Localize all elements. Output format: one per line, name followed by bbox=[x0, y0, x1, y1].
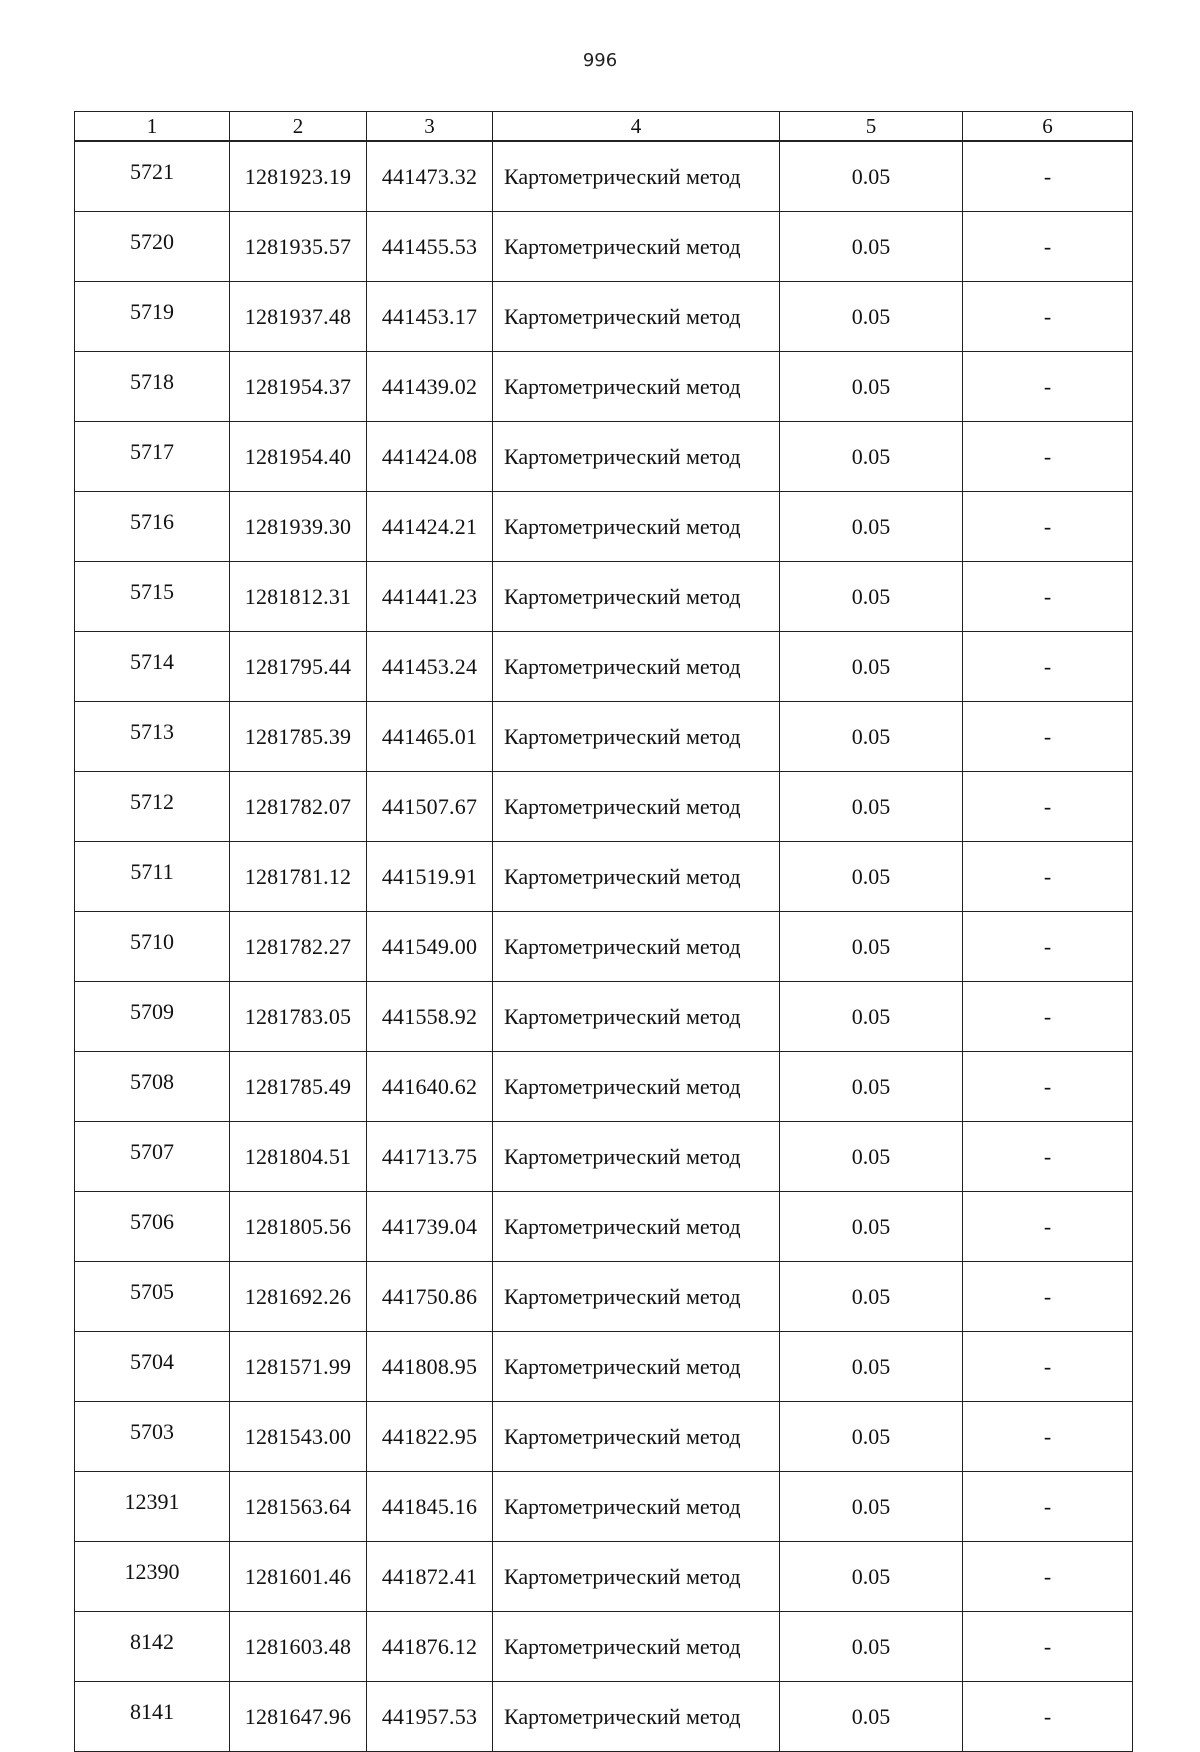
note-cell: - bbox=[963, 212, 1133, 282]
accuracy-cell: 0.05 bbox=[780, 1472, 963, 1542]
y-coordinate-cell: 441439.02 bbox=[367, 352, 493, 422]
y-coordinate-cell: 441507.67 bbox=[367, 772, 493, 842]
note-cell: - bbox=[963, 141, 1133, 212]
point-number-cell: 5715 bbox=[75, 562, 230, 632]
note-cell: - bbox=[963, 912, 1133, 982]
method-cell: Картометрический метод bbox=[493, 1052, 780, 1122]
point-number-cell: 8142 bbox=[75, 1612, 230, 1682]
note-cell: - bbox=[963, 1542, 1133, 1612]
x-coordinate-cell: 1281543.00 bbox=[230, 1402, 367, 1472]
y-coordinate-cell: 441845.16 bbox=[367, 1472, 493, 1542]
x-coordinate-cell: 1281785.39 bbox=[230, 702, 367, 772]
table-row bbox=[75, 772, 1133, 842]
header-row bbox=[75, 112, 1133, 142]
x-coordinate-cell: 1281783.05 bbox=[230, 982, 367, 1052]
note-cell: - bbox=[963, 282, 1133, 352]
x-coordinate-cell: 1281804.51 bbox=[230, 1122, 367, 1192]
note-cell: - bbox=[963, 1682, 1133, 1752]
method-cell: Картометрический метод bbox=[493, 212, 780, 282]
accuracy-cell: 0.05 bbox=[780, 912, 963, 982]
point-number-cell: 5712 bbox=[75, 772, 230, 842]
x-coordinate-cell: 1281795.44 bbox=[230, 632, 367, 702]
method-cell: Картометрический метод bbox=[493, 141, 780, 212]
method-cell: Картометрический метод bbox=[493, 772, 780, 842]
table-row bbox=[75, 1472, 1133, 1542]
point-number-cell: 5716 bbox=[75, 492, 230, 562]
x-coordinate-cell: 1281781.12 bbox=[230, 842, 367, 912]
method-cell: Картометрический метод bbox=[493, 1472, 780, 1542]
table-row bbox=[75, 422, 1133, 492]
table-row bbox=[75, 492, 1133, 562]
x-coordinate-cell: 1281571.99 bbox=[230, 1332, 367, 1402]
accuracy-cell: 0.05 bbox=[780, 1332, 963, 1402]
point-number-cell: 5719 bbox=[75, 282, 230, 352]
table-row bbox=[75, 1192, 1133, 1262]
page-number: 996 bbox=[582, 50, 618, 71]
point-number-cell: 5703 bbox=[75, 1402, 230, 1472]
y-coordinate-cell: 441473.32 bbox=[367, 141, 493, 212]
y-coordinate-cell: 441549.00 bbox=[367, 912, 493, 982]
accuracy-cell: 0.05 bbox=[780, 1262, 963, 1332]
table-row bbox=[75, 912, 1133, 982]
x-coordinate-cell: 1281782.07 bbox=[230, 772, 367, 842]
table-row bbox=[75, 1122, 1133, 1192]
table-row bbox=[75, 212, 1133, 282]
table-row bbox=[75, 1262, 1133, 1332]
note-cell: - bbox=[963, 1402, 1133, 1472]
point-number-cell: 5717 bbox=[75, 422, 230, 492]
point-number-cell: 8141 bbox=[75, 1682, 230, 1752]
note-cell: - bbox=[963, 1052, 1133, 1122]
column-header-1: 1 bbox=[75, 112, 230, 142]
accuracy-cell: 0.05 bbox=[780, 141, 963, 212]
method-cell: Картометрический метод bbox=[493, 1192, 780, 1262]
method-cell: Картометрический метод bbox=[493, 492, 780, 562]
table-row bbox=[75, 1542, 1133, 1612]
accuracy-cell: 0.05 bbox=[780, 842, 963, 912]
y-coordinate-cell: 441713.75 bbox=[367, 1122, 493, 1192]
accuracy-cell: 0.05 bbox=[780, 632, 963, 702]
method-cell: Картометрический метод bbox=[493, 1542, 780, 1612]
method-cell: Картометрический метод bbox=[493, 1122, 780, 1192]
column-header-5: 5 bbox=[780, 112, 963, 142]
y-coordinate-cell: 441872.41 bbox=[367, 1542, 493, 1612]
column-header-4: 4 bbox=[493, 112, 780, 142]
note-cell: - bbox=[963, 1332, 1133, 1402]
note-cell: - bbox=[963, 1262, 1133, 1332]
note-cell: - bbox=[963, 1472, 1133, 1542]
accuracy-cell: 0.05 bbox=[780, 772, 963, 842]
method-cell: Картометрический метод bbox=[493, 562, 780, 632]
x-coordinate-cell: 1281954.37 bbox=[230, 352, 367, 422]
point-number-cell: 5706 bbox=[75, 1192, 230, 1262]
x-coordinate-cell: 1281692.26 bbox=[230, 1262, 367, 1332]
x-coordinate-cell: 1281601.46 bbox=[230, 1542, 367, 1612]
column-header-2: 2 bbox=[230, 112, 367, 142]
table-row bbox=[75, 1332, 1133, 1402]
x-coordinate-cell: 1281935.57 bbox=[230, 212, 367, 282]
accuracy-cell: 0.05 bbox=[780, 982, 963, 1052]
table-row bbox=[75, 632, 1133, 702]
accuracy-cell: 0.05 bbox=[780, 1402, 963, 1472]
method-cell: Картометрический метод bbox=[493, 1402, 780, 1472]
note-cell: - bbox=[963, 492, 1133, 562]
y-coordinate-cell: 441455.53 bbox=[367, 212, 493, 282]
x-coordinate-cell: 1281812.31 bbox=[230, 562, 367, 632]
accuracy-cell: 0.05 bbox=[780, 282, 963, 352]
y-coordinate-cell: 441822.95 bbox=[367, 1402, 493, 1472]
x-coordinate-cell: 1281603.48 bbox=[230, 1612, 367, 1682]
note-cell: - bbox=[963, 1122, 1133, 1192]
y-coordinate-cell: 441465.01 bbox=[367, 702, 493, 772]
table-row bbox=[75, 352, 1133, 422]
column-header-3: 3 bbox=[367, 112, 493, 142]
point-number-cell: 5711 bbox=[75, 842, 230, 912]
x-coordinate-cell: 1281939.30 bbox=[230, 492, 367, 562]
table-row bbox=[75, 141, 1133, 212]
accuracy-cell: 0.05 bbox=[780, 212, 963, 282]
note-cell: - bbox=[963, 1192, 1133, 1262]
y-coordinate-cell: 441424.08 bbox=[367, 422, 493, 492]
point-number-cell: 5705 bbox=[75, 1262, 230, 1332]
table-row bbox=[75, 1052, 1133, 1122]
accuracy-cell: 0.05 bbox=[780, 1682, 963, 1752]
method-cell: Картометрический метод bbox=[493, 352, 780, 422]
point-number-cell: 5718 bbox=[75, 352, 230, 422]
point-number-cell: 5710 bbox=[75, 912, 230, 982]
y-coordinate-cell: 441519.91 bbox=[367, 842, 493, 912]
x-coordinate-cell: 1281782.27 bbox=[230, 912, 367, 982]
note-cell: - bbox=[963, 982, 1133, 1052]
note-cell: - bbox=[963, 772, 1133, 842]
table-row bbox=[75, 842, 1133, 912]
y-coordinate-cell: 441453.24 bbox=[367, 632, 493, 702]
x-coordinate-cell: 1281805.56 bbox=[230, 1192, 367, 1262]
table-row bbox=[75, 1612, 1133, 1682]
table-body bbox=[75, 141, 1133, 1752]
y-coordinate-cell: 441876.12 bbox=[367, 1612, 493, 1682]
method-cell: Картометрический метод bbox=[493, 1682, 780, 1752]
method-cell: Картометрический метод bbox=[493, 1612, 780, 1682]
method-cell: Картометрический метод bbox=[493, 632, 780, 702]
accuracy-cell: 0.05 bbox=[780, 352, 963, 422]
point-number-cell: 5707 bbox=[75, 1122, 230, 1192]
note-cell: - bbox=[963, 352, 1133, 422]
accuracy-cell: 0.05 bbox=[780, 1612, 963, 1682]
point-number-cell: 5721 bbox=[75, 141, 230, 212]
y-coordinate-cell: 441750.86 bbox=[367, 1262, 493, 1332]
point-number-cell: 5720 bbox=[75, 212, 230, 282]
note-cell: - bbox=[963, 422, 1133, 492]
x-coordinate-cell: 1281923.19 bbox=[230, 141, 367, 212]
y-coordinate-cell: 441441.23 bbox=[367, 562, 493, 632]
point-number-cell: 12390 bbox=[75, 1542, 230, 1612]
x-coordinate-cell: 1281785.49 bbox=[230, 1052, 367, 1122]
point-number-cell: 5714 bbox=[75, 632, 230, 702]
x-coordinate-cell: 1281954.40 bbox=[230, 422, 367, 492]
accuracy-cell: 0.05 bbox=[780, 562, 963, 632]
table-row bbox=[75, 1402, 1133, 1472]
method-cell: Картометрический метод bbox=[493, 912, 780, 982]
table-row bbox=[75, 562, 1133, 632]
coordinates-table bbox=[74, 111, 1133, 1752]
table-row bbox=[75, 702, 1133, 772]
table-row bbox=[75, 1682, 1133, 1752]
x-coordinate-cell: 1281937.48 bbox=[230, 282, 367, 352]
accuracy-cell: 0.05 bbox=[780, 422, 963, 492]
y-coordinate-cell: 441739.04 bbox=[367, 1192, 493, 1262]
accuracy-cell: 0.05 bbox=[780, 492, 963, 562]
method-cell: Картометрический метод bbox=[493, 1262, 780, 1332]
x-coordinate-cell: 1281563.64 bbox=[230, 1472, 367, 1542]
accuracy-cell: 0.05 bbox=[780, 1052, 963, 1122]
point-number-cell: 5709 bbox=[75, 982, 230, 1052]
note-cell: - bbox=[963, 842, 1133, 912]
note-cell: - bbox=[963, 562, 1133, 632]
accuracy-cell: 0.05 bbox=[780, 1122, 963, 1192]
y-coordinate-cell: 441558.92 bbox=[367, 982, 493, 1052]
point-number-cell: 5713 bbox=[75, 702, 230, 772]
note-cell: - bbox=[963, 702, 1133, 772]
y-coordinate-cell: 441424.21 bbox=[367, 492, 493, 562]
y-coordinate-cell: 441957.53 bbox=[367, 1682, 493, 1752]
table-row bbox=[75, 982, 1133, 1052]
method-cell: Картометрический метод bbox=[493, 282, 780, 352]
method-cell: Картометрический метод bbox=[493, 842, 780, 912]
accuracy-cell: 0.05 bbox=[780, 702, 963, 772]
point-number-cell: 12391 bbox=[75, 1472, 230, 1542]
y-coordinate-cell: 441640.62 bbox=[367, 1052, 493, 1122]
accuracy-cell: 0.05 bbox=[780, 1192, 963, 1262]
point-number-cell: 5708 bbox=[75, 1052, 230, 1122]
accuracy-cell: 0.05 bbox=[780, 1542, 963, 1612]
note-cell: - bbox=[963, 1612, 1133, 1682]
note-cell: - bbox=[963, 632, 1133, 702]
method-cell: Картометрический метод bbox=[493, 1332, 780, 1402]
method-cell: Картометрический метод bbox=[493, 982, 780, 1052]
point-number-cell: 5704 bbox=[75, 1332, 230, 1402]
y-coordinate-cell: 441453.17 bbox=[367, 282, 493, 352]
table-row bbox=[75, 282, 1133, 352]
method-cell: Картометрический метод bbox=[493, 702, 780, 772]
column-header-6: 6 bbox=[963, 112, 1133, 142]
method-cell: Картометрический метод bbox=[493, 422, 780, 492]
x-coordinate-cell: 1281647.96 bbox=[230, 1682, 367, 1752]
y-coordinate-cell: 441808.95 bbox=[367, 1332, 493, 1402]
